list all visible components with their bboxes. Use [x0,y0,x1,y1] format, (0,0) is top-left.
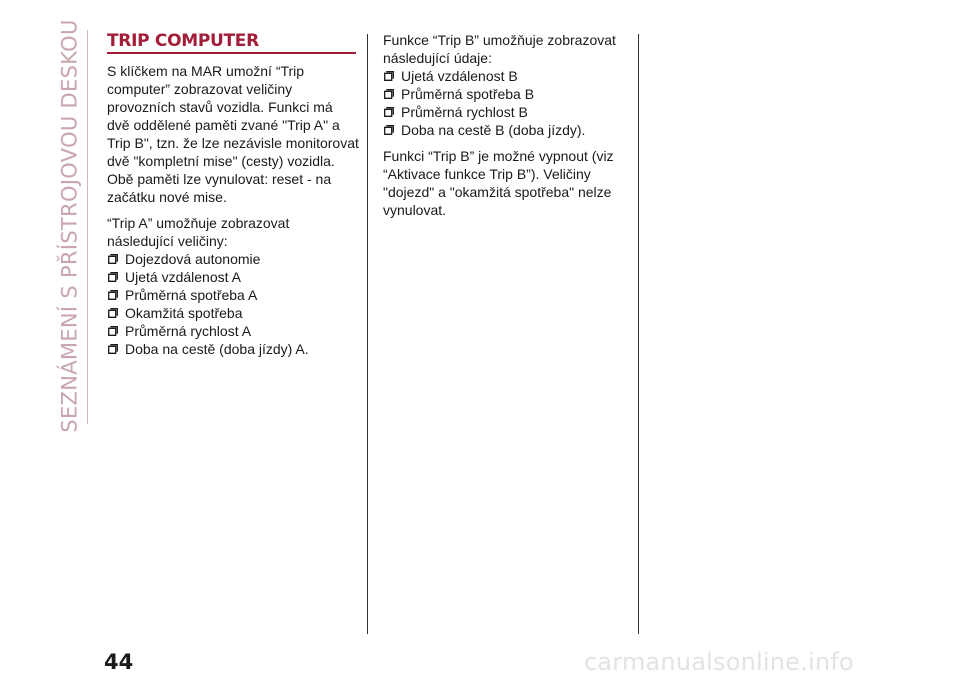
list-item [107,286,359,304]
trip-b-list [383,67,623,139]
checkbox-icon [384,125,394,135]
list-item [107,304,359,322]
intro-paragraph: S klíčkem na MAR umožní “Trip computer” zobrazovat veličiny provozních stavů vozidla. Funkci má dvě oddělené paměti zvané "Trip A" a Trip B", tzn. že lze nezávisle monitorovat dvě "kompletní mise" (cesty) vozidla. Obě paměti lze vynulovat: reset - na začátku nové mise. [107,63,359,205]
heading-underline [107,52,356,54]
column-divider-1 [367,34,368,634]
checkbox-icon [384,71,394,81]
list-item [383,67,623,85]
list-item-text: Průměrná rychlost A [125,323,252,339]
list-item [107,268,359,286]
checkbox-icon [384,107,394,117]
list-item-text: Doba na cestě (doba jízdy) A. [125,341,309,357]
list-item-text: Průměrná rychlost B [401,104,528,120]
list-item-text: Ujetá vzdálenost A [125,269,241,285]
list-item-text: Ujetá vzdálenost B [401,68,518,84]
checkbox-icon [108,308,118,318]
list-item-text: Okamžitá spotřeba [125,305,243,321]
trip-b-paragraph: Funkce “Trip B” umožňuje zobrazovat následující údaje: [383,32,616,66]
list-item-text: Průměrná spotřeba A [125,287,258,303]
list-item [383,121,623,139]
checkbox-icon [384,89,394,99]
trip-a-list [107,250,359,358]
checkbox-icon [108,272,118,282]
list-item-text: Doba na cestě B (doba jízdy). [401,122,586,138]
column-divider-2 [638,34,639,634]
list-item [383,85,623,103]
list-item-text: Dojezdová autonomie [125,251,261,267]
checkbox-icon [108,326,118,336]
page-number: 44 [104,650,134,674]
checkbox-icon [108,254,118,264]
list-item [107,322,359,340]
section-heading: TRIP COMPUTER [107,31,259,51]
text-column-2 [383,31,623,227]
checkbox-icon [108,290,118,300]
trip-b-note-paragraph: Funkci “Trip B” je možné vypnout (viz “Aktivace funkce Trip B”). Veličiny "dojezd" a "okamžitá spotřeba" nelze vynulovat. [383,148,614,218]
text-column-1 [107,31,359,366]
chapter-side-title [52,19,88,433]
list-item [383,103,623,121]
list-item [107,340,359,358]
chapter-side-rule [87,30,88,424]
trip-a-paragraph: “Trip A” umožňuje zobrazovat následující veličiny: [107,215,290,249]
watermark-text: carmanualsonline.info [584,648,854,676]
list-item-text: Průměrná spotřeba B [401,86,535,102]
checkbox-icon [108,344,118,354]
list-item [107,250,359,268]
chapter-side-title-text: SEZNÁMENÍ S PŘÍSTROJOVOU DESKOU [58,19,82,433]
